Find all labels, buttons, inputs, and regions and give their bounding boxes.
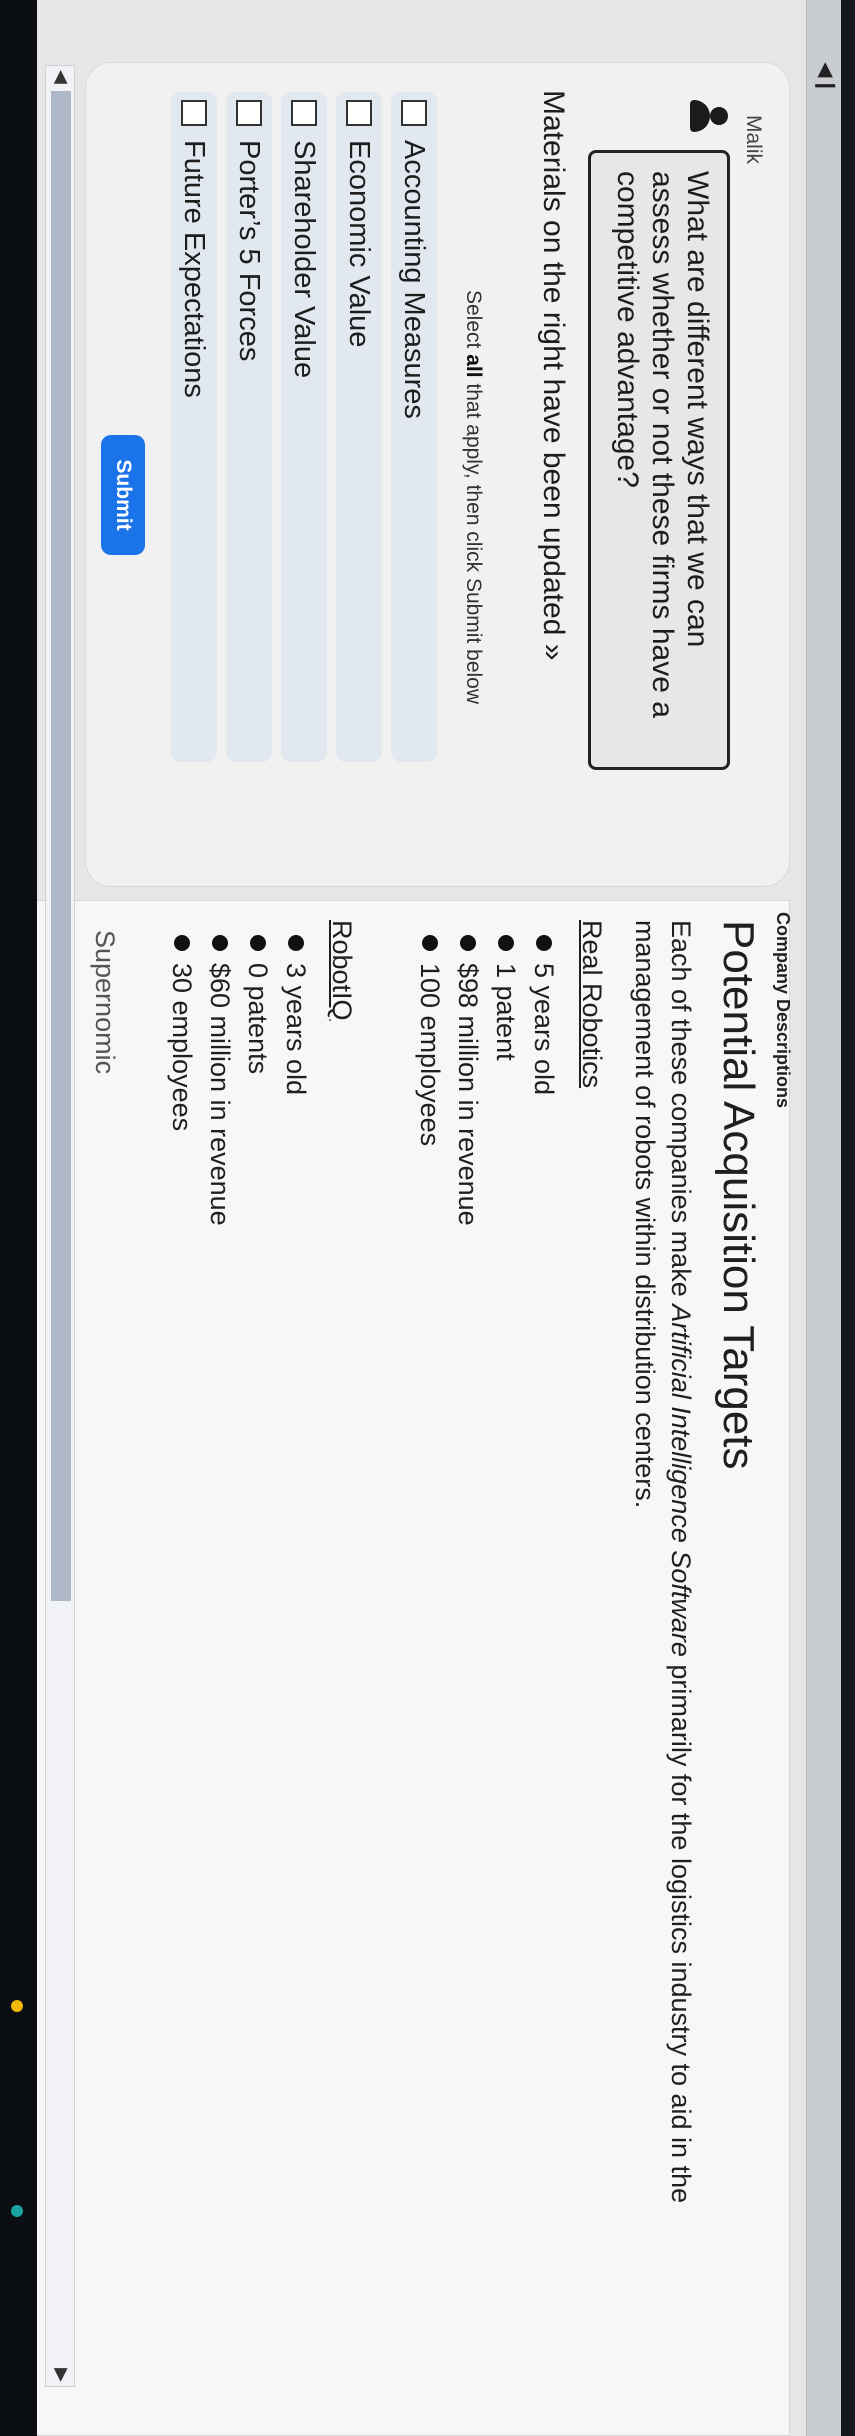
- bullet-icon: [250, 935, 266, 951]
- fact-text: 1 patent: [491, 963, 522, 1061]
- intro-paragraph: [627, 920, 699, 2290]
- option-label: Accounting Measures: [398, 140, 431, 419]
- checkbox-icon[interactable]: [346, 100, 372, 126]
- checkbox-icon[interactable]: [236, 100, 262, 126]
- bottom-dock: [0, 0, 37, 2436]
- fact-item: [487, 935, 525, 1226]
- bullet-icon: [422, 935, 438, 951]
- fact-item: [277, 935, 315, 1226]
- top-edge-bar: [841, 0, 855, 2436]
- bullet-icon: [174, 935, 190, 951]
- option-accounting-measures[interactable]: [391, 92, 437, 762]
- bullet-icon: [212, 935, 228, 951]
- option-shareholder-value[interactable]: [281, 92, 327, 762]
- bullet-icon: [536, 935, 552, 951]
- scroll-right-icon[interactable]: ▶: [52, 2368, 72, 2382]
- fact-text: 5 years old: [529, 963, 560, 1096]
- company-name-robotiq: RobotIQ: [327, 920, 357, 1021]
- option-porters-5-forces[interactable]: [226, 92, 272, 762]
- instructions-pre: Select: [462, 290, 485, 355]
- instructions-bold: all: [462, 354, 485, 378]
- intro-post: primarily for the logistics industry to aid in the management of robots within distribution centers.: [630, 920, 696, 2204]
- intro-italic: Artificial Intelligence Software: [666, 1304, 696, 1657]
- option-label: Economic Value: [343, 140, 376, 348]
- company-name-real-robotics: Real Robotics: [577, 920, 607, 1089]
- option-future-expectations[interactable]: [171, 92, 217, 762]
- fact-text: 0 patents: [243, 963, 274, 1075]
- bullet-icon: [460, 935, 476, 951]
- fact-text: 3 years old: [281, 963, 312, 1096]
- company-facts-real-robotics: [411, 935, 563, 1226]
- checkbox-icon[interactable]: [181, 100, 207, 126]
- question-bubble: [588, 150, 730, 770]
- instructions: [461, 290, 485, 704]
- fact-text: $98 million in revenue: [453, 963, 484, 1226]
- fact-item: [449, 935, 487, 1226]
- fact-item: [411, 935, 449, 1226]
- fact-item: [239, 935, 277, 1226]
- page-title: Potential Acquisition Targets: [714, 920, 763, 1470]
- checkbox-icon[interactable]: [401, 100, 427, 126]
- option-label: Future Expectations: [178, 140, 211, 398]
- scroll-thumb[interactable]: [51, 91, 71, 1601]
- avatar-icon: [688, 95, 730, 137]
- instructions-post: that apply, then click Submit below: [462, 377, 485, 705]
- fact-item: [201, 935, 239, 1226]
- submit-button[interactable]: Submit: [101, 435, 145, 555]
- fact-item: [163, 935, 201, 1226]
- option-economic-value[interactable]: [336, 92, 382, 762]
- tab-company-descriptions[interactable]: Company Descriptions: [773, 912, 793, 1109]
- question-text: What are different ways that we can assess whether or not these firms have a competitive advantage?: [611, 171, 714, 718]
- fact-item: [525, 935, 563, 1226]
- dock-dot-icon: [11, 2000, 23, 2012]
- bullet-icon: [498, 935, 514, 951]
- fact-text: 100 employees: [415, 963, 446, 1147]
- company-name-partial: Supernomic: [90, 930, 120, 1075]
- intro-pre: Each of these companies make: [666, 920, 696, 1305]
- fact-text: 30 employees: [167, 963, 198, 1132]
- scroll-left-icon[interactable]: ◀: [52, 70, 72, 84]
- dock-dot-icon: [11, 2205, 23, 2217]
- collapse-icon[interactable]: ◀❙: [815, 62, 837, 95]
- speaker-name: Malik: [742, 115, 765, 165]
- fact-text: $60 million in revenue: [205, 963, 236, 1226]
- horizontal-scrollbar[interactable]: [45, 65, 75, 2387]
- company-facts-robotiq: [163, 935, 315, 1226]
- materials-updated-note[interactable]: Materials on the right have been updated »: [537, 90, 570, 661]
- bullet-icon: [288, 935, 304, 951]
- option-label: Porter’s 5 Forces: [233, 140, 266, 362]
- option-label: Shareholder Value: [288, 140, 321, 379]
- checkbox-icon[interactable]: [291, 100, 317, 126]
